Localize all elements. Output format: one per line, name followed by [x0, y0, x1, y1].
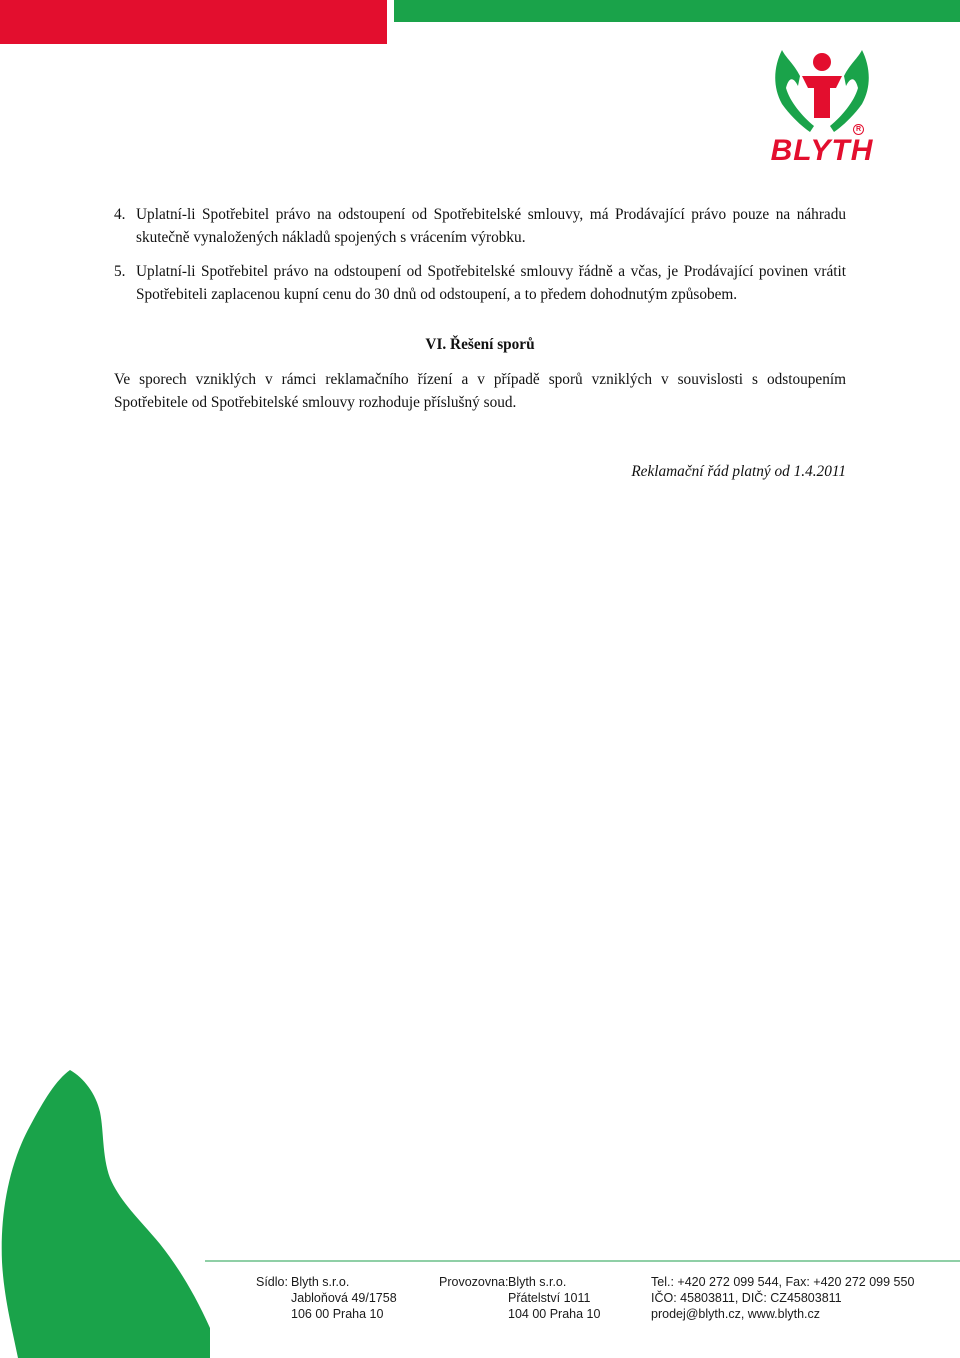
seat-line: Jabloňová 49/1758	[291, 1291, 397, 1305]
list-item	[114, 260, 846, 306]
hands-person-icon	[752, 46, 892, 136]
item-number: 4.	[114, 206, 126, 223]
seat-line: 106 00 Praha 10	[291, 1307, 384, 1321]
registered-mark: R	[853, 124, 864, 135]
operation-line: Přátelství 1011	[508, 1291, 591, 1305]
list-item	[114, 203, 846, 249]
blyth-logo	[752, 46, 892, 172]
document-body	[114, 203, 846, 483]
contact-phone-fax: Tel.: +420 272 099 544, Fax: +420 272 099 550	[651, 1275, 915, 1289]
hand-decoration-icon	[0, 1066, 210, 1358]
footer-divider	[205, 1260, 960, 1262]
operation-line: 104 00 Praha 10	[508, 1307, 601, 1321]
section-paragraph: Ve sporech vzniklých v rámci reklamačního řízení a v případě sporů vzniklých v souvislosti s odstoupením Spotřebitele od Spotřebitelské smlouvy rozhoduje příslušný soud.	[114, 371, 846, 411]
validity-note: Reklamační řád platný od 1.4.2011	[631, 463, 846, 480]
item-text: Uplatní-li Spotřebitel právo na odstoupení od Spotřebitelské smlouvy, má Prodávající právo pouze na náhradu skutečně vynaložených nákladů spojených s vrácením výrobku.	[136, 206, 846, 246]
header-green-bar	[394, 0, 960, 22]
contact-email-web: prodej@blyth.cz, www.blyth.cz	[651, 1307, 821, 1321]
contact-ico-dic: IČO: 45803811, DIČ: CZ45803811	[651, 1291, 842, 1305]
section-heading: VI. Řešení sporů	[425, 336, 535, 353]
logo-wordmark: BLYTH	[770, 134, 874, 167]
seat-line: Blyth s.r.o.	[291, 1275, 350, 1289]
item-number: 5.	[114, 263, 126, 280]
operation-label: Provozovna:	[439, 1275, 509, 1289]
header-red-bar	[0, 0, 387, 44]
seat-label: Sídlo:	[256, 1275, 288, 1289]
item-text: Uplatní-li Spotřebitel právo na odstoupení od Spotřebitelské smlouvy řádně a včas, je Prodávající povinen vrátit Spotřebiteli zaplacenou kupní cenu do 30 dnů od odstoupení, a to předem dohodnutým způsobem.	[136, 263, 846, 303]
operation-line: Blyth s.r.o.	[508, 1275, 567, 1289]
